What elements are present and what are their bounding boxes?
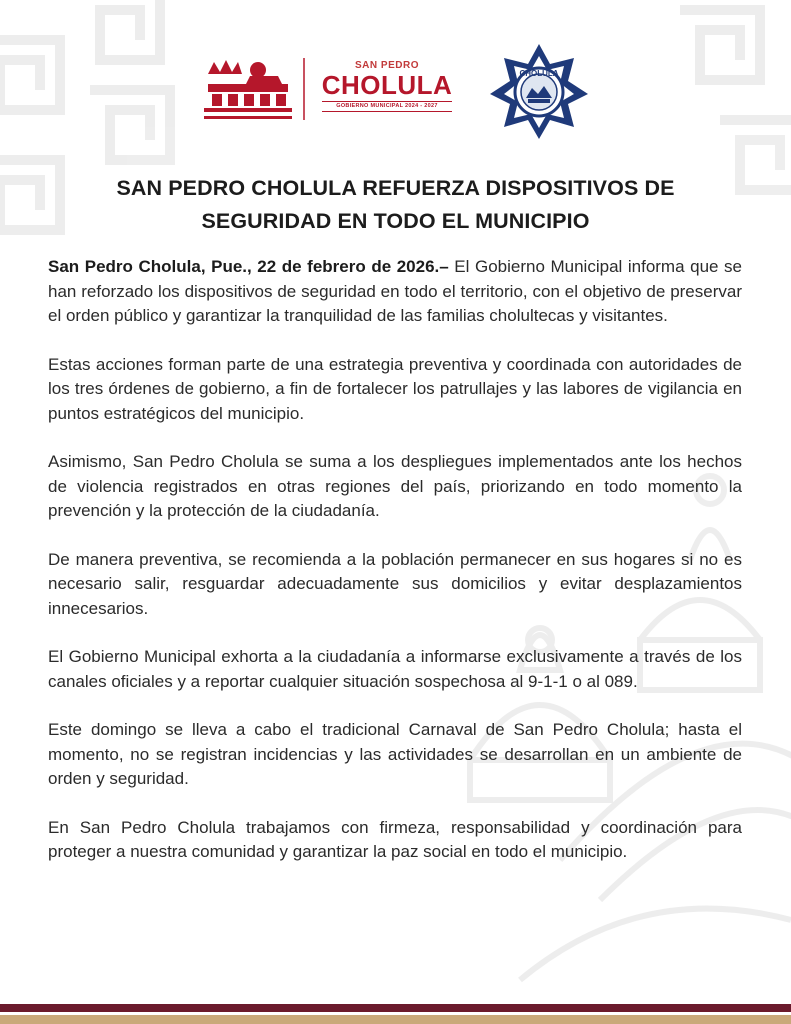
brand-large: CHOLULA — [321, 70, 453, 100]
paragraph-1 — [48, 255, 742, 329]
paragraph-5: El Gobierno Municipal exhorta a la ciudadanía a informarse exclusivamente a través de los canales oficiales y a reportar cualquier situación sospechosa al 9-1-1 o al 089. — [48, 647, 742, 691]
footer-stripe-maroon — [0, 1004, 791, 1012]
press-release-body — [48, 255, 742, 889]
footer-stripe — [0, 1004, 791, 1024]
footer-stripe-gold — [0, 1015, 791, 1024]
dateline: San Pedro Cholula, Pue., 22 de febrero de 2026.– — [48, 257, 449, 276]
brand-subtitle: GOBIERNO MUNICIPAL 2024 - 2027 — [322, 101, 452, 112]
paragraph-7: En San Pedro Cholula trabajamos con firmeza, responsabilidad y coordinación para proteger a nuestra comunidad y garantizar la paz social en todo el municipio. — [48, 817, 742, 861]
header — [0, 44, 791, 144]
municipal-logo — [200, 54, 460, 124]
title-line-1: SAN PEDRO CHOLULA REFUERZA DISPOSITIVOS DE — [116, 176, 675, 200]
paragraph-6: Este domingo se lleva a cabo el tradicional Carnaval de San Pedro Cholula; hasta el momento, no se registran incidencias y las actividades se desarrollan en un ambiente de orden y seguridad. — [48, 720, 742, 788]
police-star-badge-icon — [488, 44, 590, 139]
brand-small: SAN PEDRO — [355, 60, 419, 71]
paragraph-4: De manera preventiva, se recomienda a la población permanecer en sus hogares si no es necesario salir, resguardar adecuadamente sus domicilios y evitar desplazamientos innecesarios. — [48, 549, 742, 618]
paragraph-2: Estas acciones forman parte de una estrategia preventiva y coordinada con autoridades de los tres órdenes de gobierno, a fin de fortalecer los patrullajes y las labores de vigilancia en puntos estratégicos del municipio. — [48, 354, 742, 423]
title-line-2: SEGURIDAD EN TODO EL MUNICIPIO — [201, 209, 590, 233]
brand-text — [314, 60, 460, 112]
page-title — [60, 172, 731, 238]
paragraph-1-text: El Gobierno Municipal informa que se han reforzado los dispositivos de seguridad en todo el territorio, con el objetivo de preservar el orden público y garantizar la tranquilidad de las familias cholultecas y visitantes. — [48, 257, 742, 325]
paragraph-3: Asimismo, San Pedro Cholula se suma a los despliegues implementados ante los hechos de violencia registrados en otras regiones del país, priorizando en todo momento la prevención y la protección de la ciudadanía. — [48, 452, 742, 520]
police-badge — [488, 44, 590, 139]
police-badge-label: CHOLULA — [519, 69, 559, 78]
